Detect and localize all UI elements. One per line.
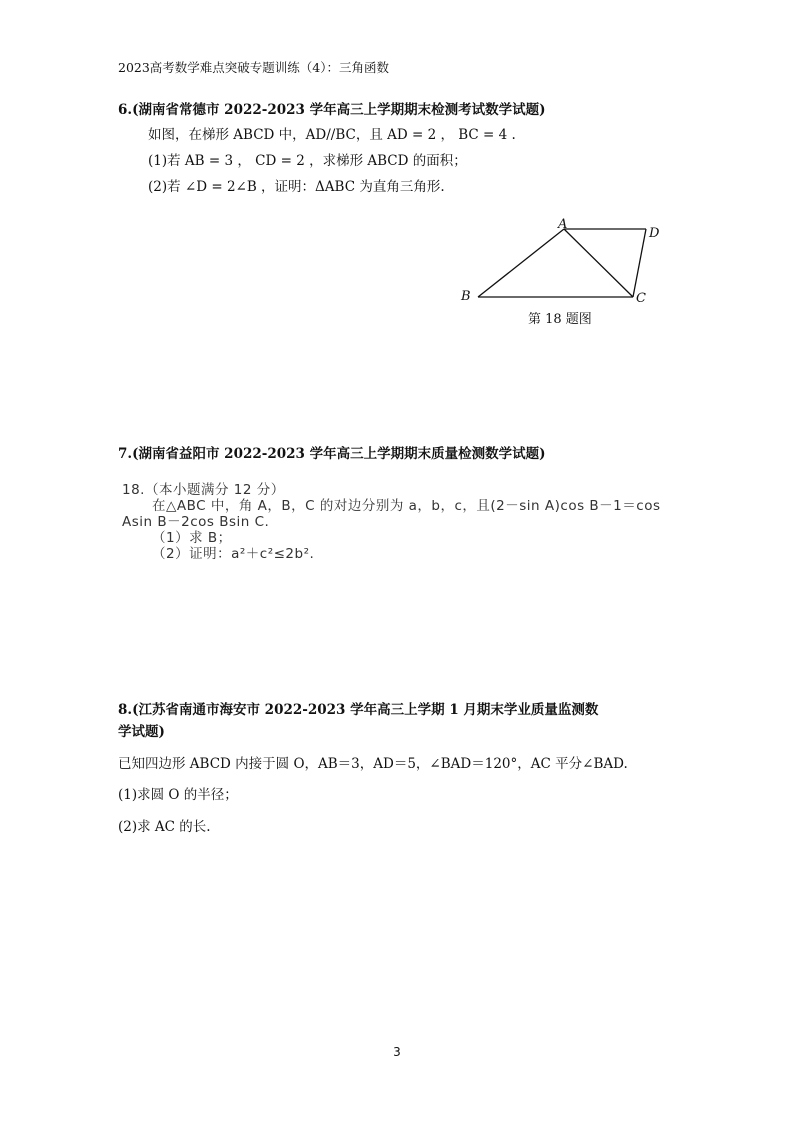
- q6-intro: 如图，在梯形 ABCD 中，AD//BC，且 AD = 2 ， BC = 4 .: [148, 127, 516, 143]
- q8-part2: (2)求 AC 的长.: [118, 819, 211, 835]
- q6-part1: (1)若 AB = 3 ， CD = 2 ，求梯形 ABCD 的面积；: [148, 153, 467, 169]
- q8-title-line1: 8.(江苏省南通市海安市 2022-2023 学年高三上学期 1 月期末学业质量监测数: [118, 702, 599, 718]
- q7-line-2: 在△ABC 中，角 A，B，C 的对边分别为 a，b，c，且(2－sin A)cos B－1＝cos: [152, 498, 661, 514]
- q7-line-3: Asin B－2cos Bsin C.: [122, 514, 270, 530]
- q8-intro: 已知四边形 ABCD 内接于圆 O，AB＝3，AD＝5，∠BAD＝120°，AC 平分∠BAD.: [118, 756, 628, 772]
- q6-title: 6.(湖南省常德市 2022-2023 学年高三上学期期末检测考试数学试题): [118, 102, 546, 118]
- segment-dc: [633, 229, 646, 297]
- page-header: 2023高考数学难点突破专题训练（4）：三角函数: [118, 60, 390, 75]
- figure-caption: 第 18 题图: [528, 312, 592, 327]
- q7-line-5: （2）证明：a²＋c²≤2b².: [152, 546, 315, 562]
- q6-part2: (2)若 ∠D = 2∠B ，证明：ΔABC 为直角三角形.: [148, 179, 445, 195]
- page-number: 3: [393, 1045, 401, 1059]
- label-a: A: [558, 217, 568, 232]
- q7-title: 7.(湖南省益阳市 2022-2023 学年高三上学期期末质量检测数学试题): [118, 446, 546, 462]
- label-d: D: [649, 226, 660, 241]
- q8-part1: (1)求圆 O 的半径；: [118, 787, 238, 803]
- label-b: B: [461, 289, 471, 304]
- label-c: C: [636, 291, 646, 306]
- q7-line-4: （1）求 B；: [152, 530, 232, 546]
- q8-title-line2: 学试题): [118, 724, 165, 740]
- segment-ab: [478, 229, 564, 297]
- q7-line-1: 18.（本小题满分 12 分）: [122, 482, 285, 498]
- segment-ac: [564, 229, 633, 297]
